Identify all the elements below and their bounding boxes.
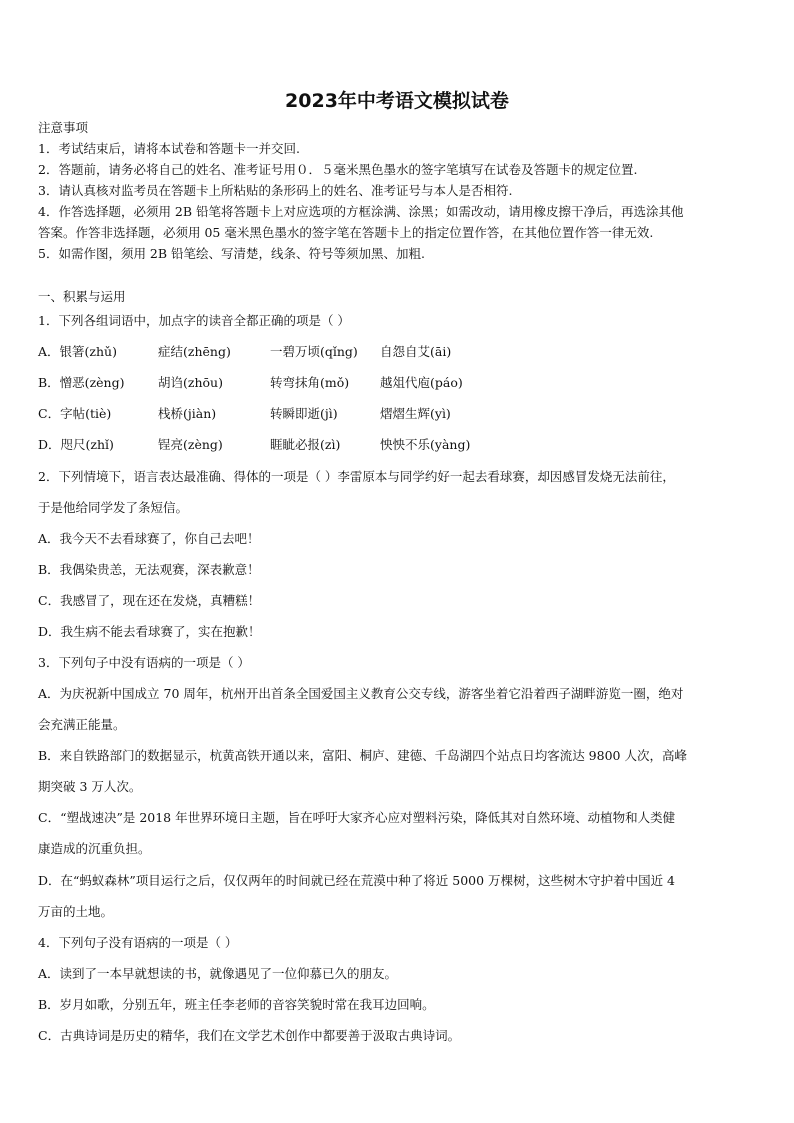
notice-line: 5．如需作图，须用 2B 铅笔绘、写清楚，线条、符号等须加黑、加粗.: [38, 246, 426, 261]
question-stem: 1．下列各组词语中，加点字的读音全都正确的项是（ ）: [38, 313, 350, 328]
question-stem: 3．下列句子中没有语病的一项是（ ）: [38, 655, 250, 670]
q3-option-d-continued: 万亩的土地。: [38, 904, 114, 919]
q1-option-c: [38, 406, 451, 422]
option-word: 怏怏不乐(yàng): [380, 437, 471, 452]
notice-line: 3．请认真核对监考员在答题卡上所粘贴的条形码上的姓名、准考证号与本人是否相符.: [38, 183, 513, 198]
notice-heading: 注意事项: [38, 120, 89, 135]
option-word: 自怨自艾(āi): [380, 344, 452, 359]
option-word: 症结(zhēng): [158, 344, 231, 359]
q3-option-c-continued: 康造成的沉重负担。: [38, 841, 151, 856]
notice-line: 2．答题前，请务必将自己的姓名、准考证号用０．５毫米黑色墨水的签字笔填写在试卷及答题卡的规定位置.: [38, 162, 638, 177]
option-word: 越俎代庖(páo): [380, 375, 463, 390]
option-word: 胡诌(zhōu): [158, 375, 223, 390]
notice-line: 1．考试结束后，请将本试卷和答题卡一并交回.: [38, 141, 300, 156]
option-word: B．憎恶(zèng): [38, 375, 125, 390]
q4-option-b: B．岁月如歌，分别五年，班主任李老师的音容笑貌时常在我耳边回响。: [38, 997, 435, 1012]
q2-option-b: B．我偶染贵恙，无法观赛，深表歉意！: [38, 562, 260, 577]
q3-option-a-continued: 会充满正能量。: [38, 717, 126, 732]
q3-option-b: B．来自铁路部门的数据显示，杭黄高铁开通以来，富阳、桐庐、建德、千岛湖四个站点日均客流达 9800 人次，高峰: [38, 748, 687, 763]
exam-title: 2023年中考语文模拟试卷: [285, 90, 509, 112]
q4-option-c: C．古典诗词是历史的精华，我们在文学艺术创作中都要善于汲取古典诗词。: [38, 1028, 461, 1043]
option-word: 一碧万顷(qǐng): [270, 344, 358, 359]
option-word: 熠熠生辉(yì): [380, 406, 451, 421]
q1-option-b: [38, 375, 463, 391]
q3-option-c: C．“塑战速决”是 2018 年世界环境日主题，旨在呼吁大家齐心应对塑料污染，降低其对自然环境、动植物和人类健: [38, 810, 676, 825]
option-word: C．字帖(tiè): [38, 406, 112, 421]
option-word: 栈桥(jiàn): [158, 406, 217, 421]
q3-option-d: D．在“蚂蚁森林”项目运行之后，仅仅两年的时间就已经在荒漠中种了将近 5000 万棵树，这些树木守护着中国近 4: [38, 873, 675, 888]
q2-option-d: D．我生病不能去看球赛了，实在抱歉！: [38, 624, 261, 639]
q3-option-b-continued: 期突破 3 万人次。: [38, 779, 142, 794]
q1-option-a: [38, 344, 451, 360]
option-word: 锃亮(zèng): [158, 437, 223, 452]
q2-option-c: C．我感冒了，现在还在发烧，真糟糕！: [38, 593, 261, 608]
question-stem-continued: 于是他给同学发了条短信。: [38, 500, 189, 515]
question-stem: 2．下列情境下，语言表达最准确、得体的一项是（ ）李雷原本与同学约好一起去看球赛，却因感冒发烧无法前往，: [38, 469, 675, 484]
question-stem: 4．下列句子没有语病的一项是（ ）: [38, 935, 238, 950]
option-word: 转弯抹角(mǒ): [270, 375, 350, 390]
notice-line: 4．作答选择题，必须用 2B 铅笔将答题卡上对应选项的方框涂满、涂黑；如需改动，请用橡皮擦干净后，再选涂其他: [38, 204, 684, 219]
section-heading: 一、积累与运用: [38, 289, 126, 304]
option-word: 睚眦必报(zì): [270, 437, 341, 452]
q3-option-a: A．为庆祝新中国成立 70 周年，杭州开出首条全国爱国主义教育公交专线，游客坐着它沿着西子湖畔游览一圈，绝对: [38, 686, 684, 701]
notice-line: 答案。作答非选择题，必须用 05 毫米黑色墨水的签字笔在答题卡上的指定位置作答，在其他位置作答一律无效.: [38, 225, 654, 240]
option-word: D．咫尺(zhǐ): [38, 437, 114, 452]
option-word: 转瞬即逝(jì): [270, 406, 338, 421]
q4-option-a: A．读到了一本早就想读的书，就像遇见了一位仰慕已久的朋友。: [38, 966, 398, 981]
option-word: A．银箸(zhǔ): [38, 344, 117, 359]
q1-option-d: [38, 437, 470, 453]
q2-option-a: A．我今天不去看球赛了，你自己去吧！: [38, 531, 260, 546]
